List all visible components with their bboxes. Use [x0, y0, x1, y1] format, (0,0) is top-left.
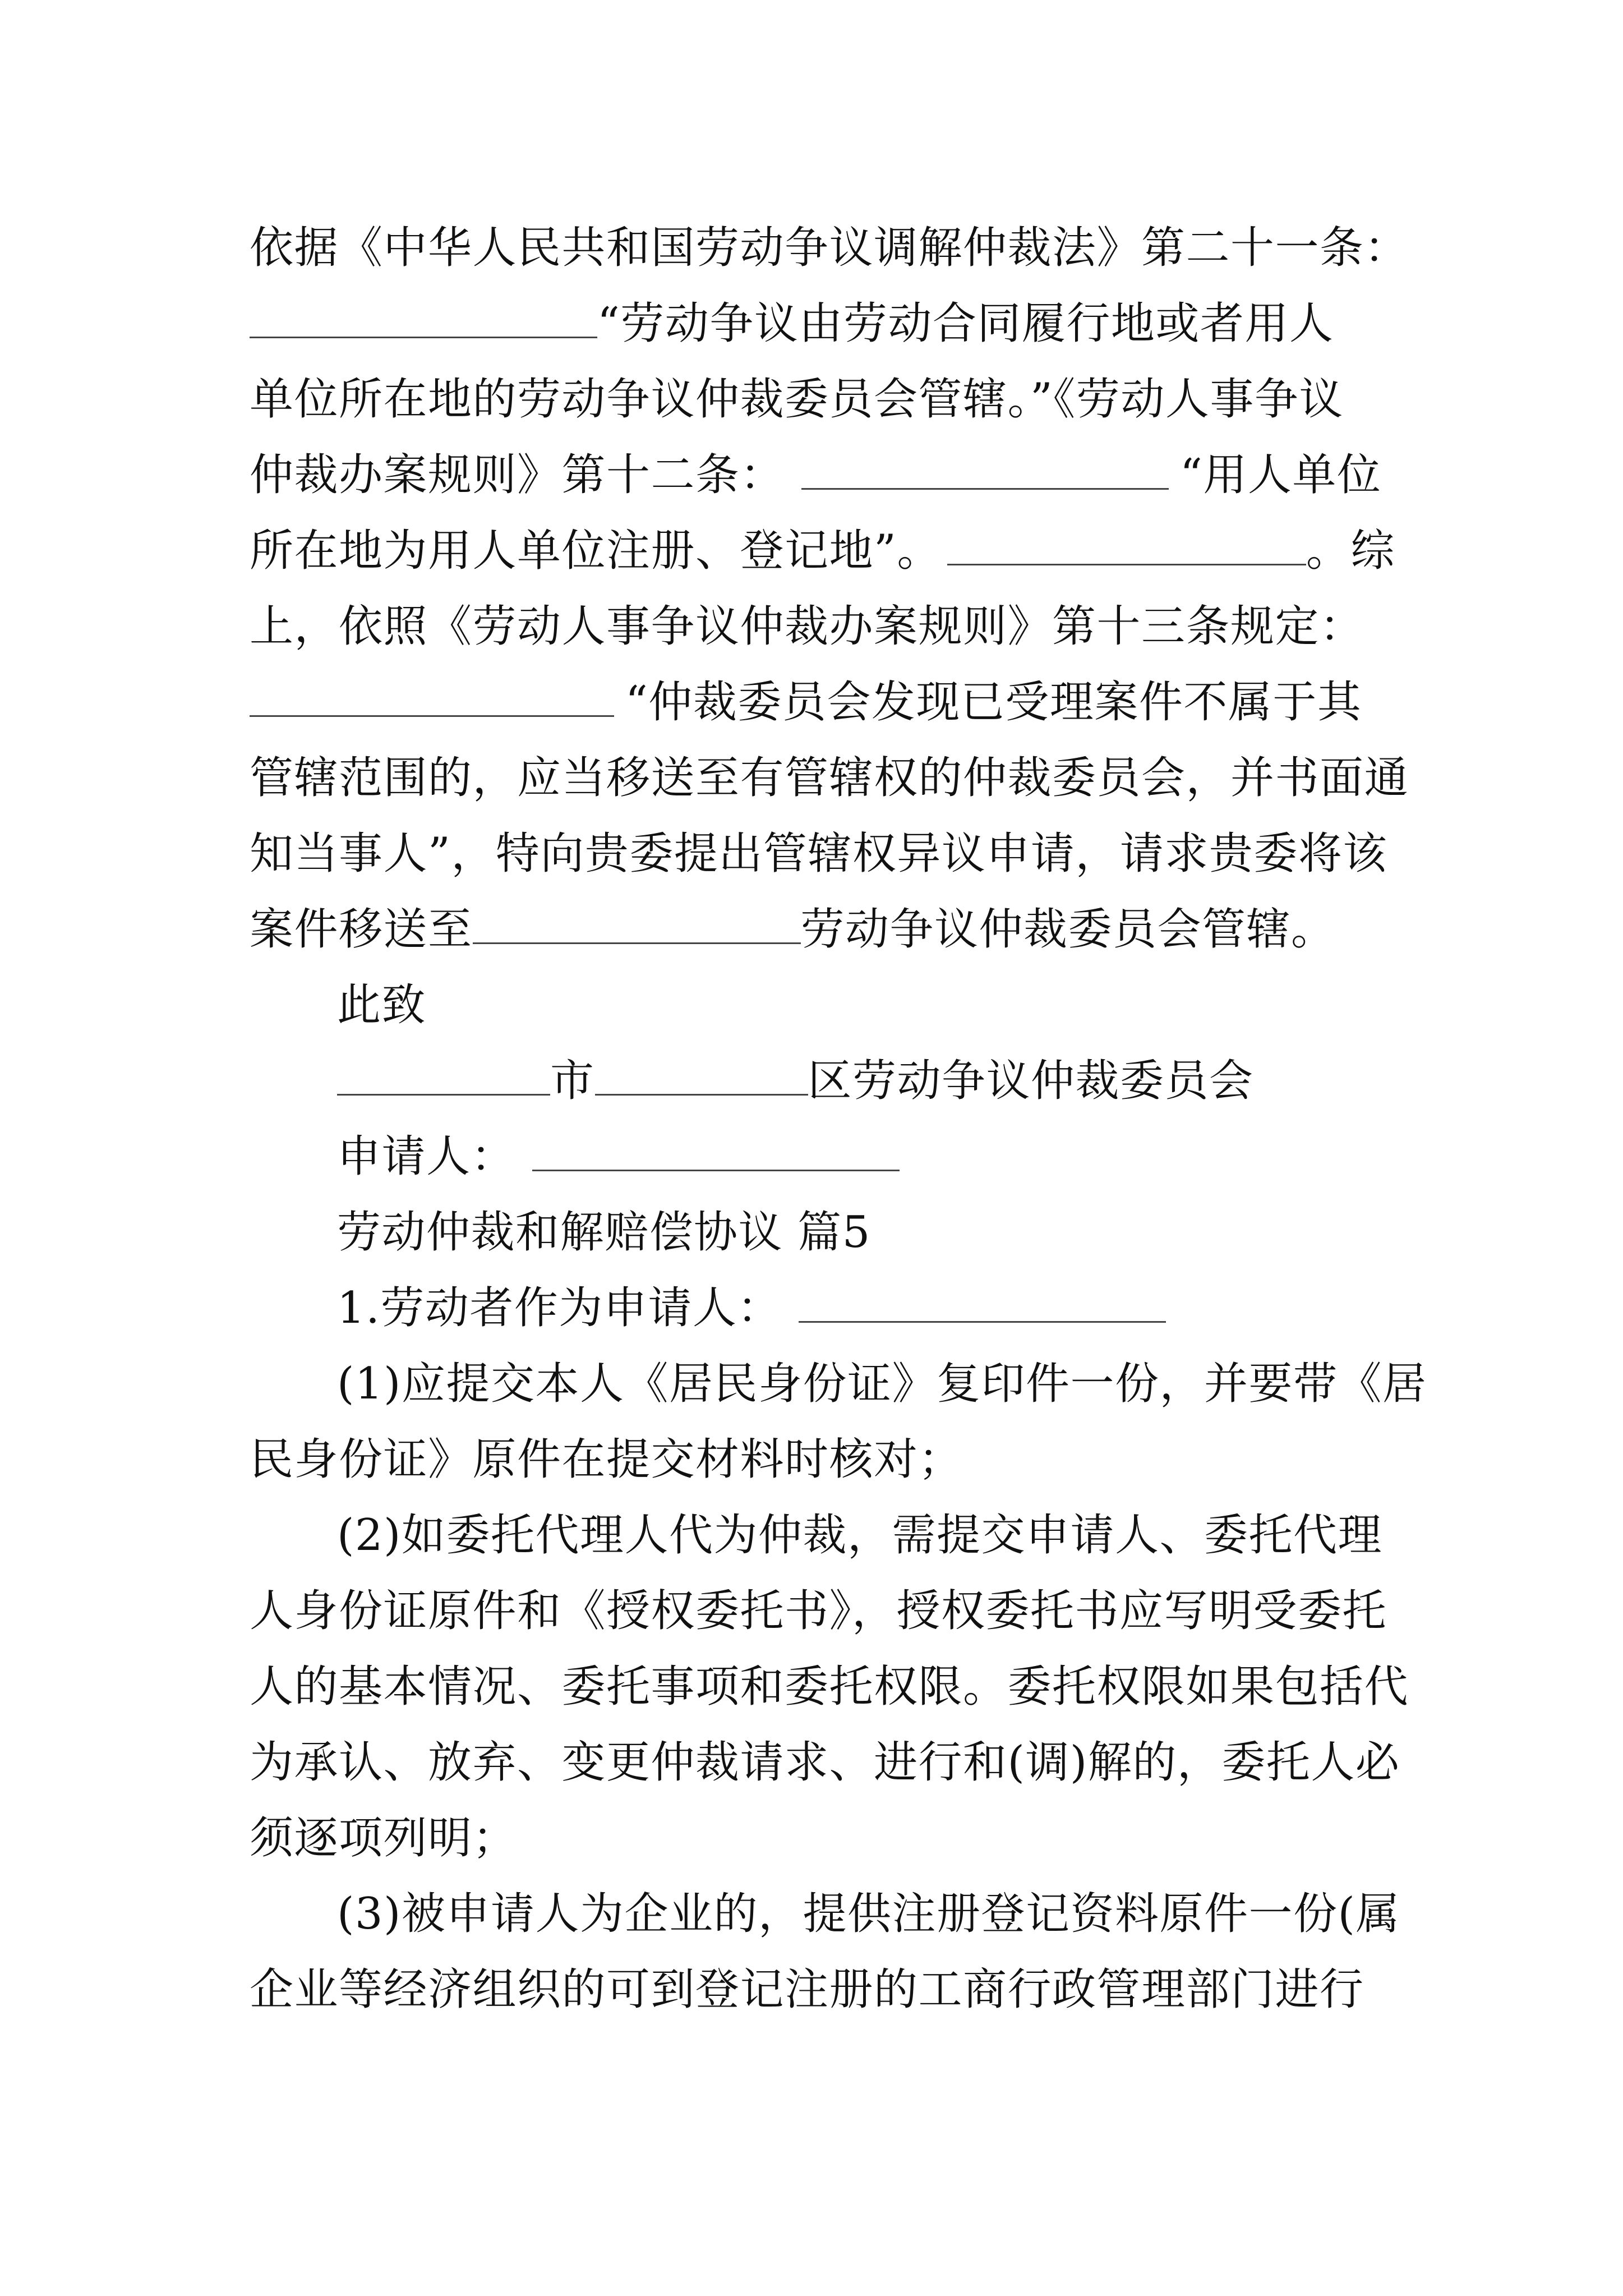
- paragraph-line: [250, 284, 1334, 363]
- line-text: 市: [550, 1056, 595, 1106]
- paragraph-line: [250, 1420, 963, 1499]
- paragraph-line: [250, 209, 1409, 287]
- fill-in-blank: [947, 530, 1306, 565]
- line-text: 劳动仲裁和解赔偿协议 篇5: [337, 1207, 871, 1258]
- line-text: 管辖范围的，应当移送至有管辖权的仲裁委员会，并书面通: [250, 753, 1409, 803]
- paragraph-line: [250, 436, 1381, 514]
- line-text: (1)应提交本人《居民身份证》复印件一份，并要带《居: [337, 1359, 1427, 1409]
- section-heading: [337, 1193, 871, 1272]
- fill-in-blank: [250, 303, 597, 338]
- line-text: 人的基本情况、委托事项和委托权限。委托权限如果包括代: [250, 1662, 1409, 1712]
- fill-in-blank: [595, 1060, 808, 1096]
- salutation-line: [337, 966, 426, 1045]
- line-text: 单位所在地的劳动争议仲裁委员会管辖。”《劳动人事争议: [250, 374, 1344, 425]
- paragraph-line: [250, 512, 1395, 590]
- line-text: 1.劳动者作为申请人：: [337, 1283, 782, 1333]
- paragraph-line: [337, 1496, 1382, 1575]
- line-text: 劳动争议仲裁委员会管辖。: [800, 904, 1336, 955]
- paragraph-line: [250, 815, 1387, 893]
- paragraph-line: [250, 1648, 1409, 1726]
- paragraph-line: [250, 1950, 1364, 2029]
- line-text: 此致: [337, 980, 427, 1030]
- paragraph-line: [250, 890, 1336, 969]
- line-text: 民身份证》原件在提交材料时核对；: [250, 1434, 963, 1485]
- line-text: “劳动争议由劳动合同履行地或者用人: [597, 298, 1334, 349]
- paragraph-line: [250, 1799, 517, 1878]
- fill-in-blank: [799, 1287, 1166, 1323]
- line-text: 须逐项列明；: [250, 1813, 518, 1864]
- line-text: (3)被申请人为企业的，提供注册登记资料原件一份(属: [337, 1889, 1400, 1939]
- paragraph-line: [250, 1723, 1400, 1802]
- line-text: 案件移送至: [250, 904, 473, 955]
- line-text: 区劳动争议仲裁委员会: [808, 1056, 1254, 1106]
- line-text: 知当事人”，特向贵委提出管辖权异议申请，请求贵委将该: [250, 829, 1387, 879]
- applicant-line: [337, 1117, 900, 1196]
- paragraph-line: [250, 663, 1362, 742]
- line-text: 仲裁办案规则》第十二条：: [250, 450, 785, 500]
- paragraph-line: [250, 739, 1409, 817]
- line-text: 申请人：: [337, 1131, 516, 1182]
- line-text: 人身份证原件和《授权委托书》，授权委托书应写明受委托: [250, 1586, 1387, 1636]
- line-text: 所在地为用人单位注册、登记地”。: [250, 526, 942, 576]
- fill-in-blank: [801, 454, 1169, 490]
- line-text: “用人单位: [1180, 450, 1382, 500]
- line-text: 。综: [1306, 526, 1395, 576]
- paragraph-line: [250, 360, 1344, 439]
- line-text: (2)如委托代理人代为仲裁，需提交申请人、委托代理: [337, 1510, 1382, 1561]
- paragraph-line: [250, 1572, 1387, 1650]
- addressee-line: [337, 1042, 1254, 1120]
- paragraph-line: [337, 1269, 1166, 1347]
- line-text: “仲裁委员会发现已受理案件不属于其: [625, 677, 1362, 728]
- line-text: 依据《中华人民共和国劳动争议调解仲裁法》第二十一条：: [250, 223, 1409, 273]
- line-text: 上，依照《劳动人事争议仲裁办案规则》第十三条规定：: [250, 601, 1364, 652]
- paragraph-line: [337, 1345, 1427, 1423]
- fill-in-blank: [532, 1136, 900, 1171]
- fill-in-blank: [473, 909, 801, 944]
- paragraph-line: [337, 1875, 1400, 1953]
- paragraph-line: [250, 587, 1364, 666]
- line-text: 企业等经济组织的可到登记注册的工商行政管理部门进行: [250, 1964, 1364, 2015]
- fill-in-blank: [250, 682, 614, 717]
- line-text: 为承认、放弃、变更仲裁请求、进行和(调)解的，委托人必: [250, 1737, 1400, 1788]
- fill-in-blank: [337, 1060, 550, 1096]
